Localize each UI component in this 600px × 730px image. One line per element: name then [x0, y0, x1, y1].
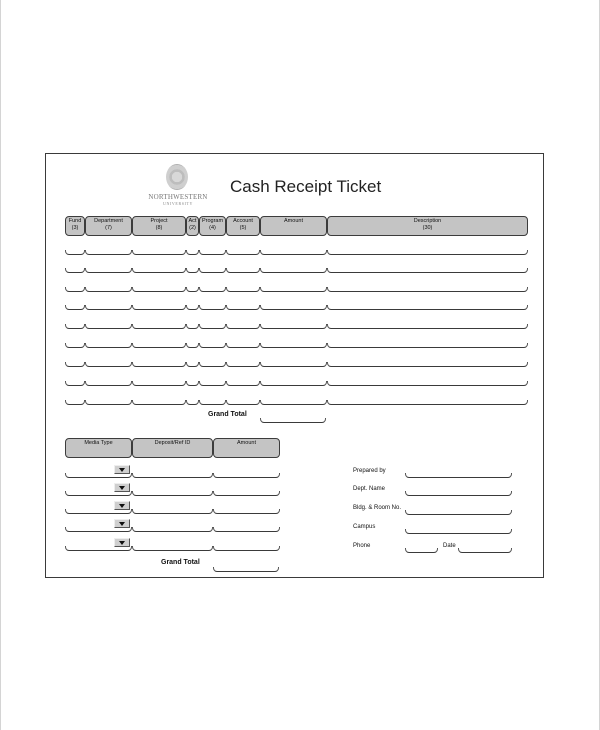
media-type-dropdown-arrow-icon[interactable]: [114, 519, 130, 528]
column-header-project: [132, 216, 186, 236]
row-9-amount-field[interactable]: [260, 400, 327, 405]
row-7-description-field[interactable]: [327, 362, 528, 367]
row-6-fund-field[interactable]: [65, 343, 85, 348]
column-header-description: [327, 216, 528, 236]
media-row-1-amount-field[interactable]: [213, 473, 280, 478]
media-column-header-media-type: [65, 438, 132, 458]
row-2-department-field[interactable]: [85, 268, 132, 273]
bldg-room-no-field[interactable]: [405, 510, 512, 515]
row-3-account-field[interactable]: [226, 287, 260, 292]
row-2-description-field[interactable]: [327, 268, 528, 273]
row-1-project-field[interactable]: [132, 250, 186, 255]
row-2-fund-field[interactable]: [65, 268, 85, 273]
row-2-project-field[interactable]: [132, 268, 186, 273]
row-3-amount-field[interactable]: [260, 287, 327, 292]
row-3-program-field[interactable]: [199, 287, 226, 292]
grand-total-label: Grand Total: [208, 411, 247, 418]
row-5-department-field[interactable]: [85, 324, 132, 329]
row-5-act-field[interactable]: [186, 324, 199, 329]
row-8-account-field[interactable]: [226, 381, 260, 386]
column-header-label: Description: [413, 218, 442, 224]
media-row-4-amount-field[interactable]: [213, 527, 280, 532]
row-7-act-field[interactable]: [186, 362, 199, 367]
column-header-size: (3): [71, 224, 79, 231]
media-row-5-deposit-ref-id-field[interactable]: [132, 546, 213, 551]
row-1-description-field[interactable]: [327, 250, 528, 255]
row-5-amount-field[interactable]: [260, 324, 327, 329]
row-6-department-field[interactable]: [85, 343, 132, 348]
row-9-department-field[interactable]: [85, 400, 132, 405]
column-header-label: Act: [188, 218, 197, 224]
column-header-department: [85, 216, 132, 236]
row-7-project-field[interactable]: [132, 362, 186, 367]
media-row-1-deposit-ref-id-field[interactable]: [132, 473, 213, 478]
column-header-label: Department: [94, 218, 123, 224]
row-8-program-field[interactable]: [199, 381, 226, 386]
row-1-account-field[interactable]: [226, 250, 260, 255]
column-header-size: (5): [239, 224, 247, 231]
logo-name: NORTHWESTERN: [148, 193, 208, 201]
media-row-3-deposit-ref-id-field[interactable]: [132, 509, 213, 514]
row-9-project-field[interactable]: [132, 400, 186, 405]
university-seal-icon: [166, 164, 188, 190]
row-2-act-field[interactable]: [186, 268, 199, 273]
media-grand-total-field[interactable]: [213, 567, 279, 572]
row-9-act-field[interactable]: [186, 400, 199, 405]
row-8-department-field[interactable]: [85, 381, 132, 386]
row-1-department-field[interactable]: [85, 250, 132, 255]
campus-label: Campus: [353, 524, 376, 530]
row-5-description-field[interactable]: [327, 324, 528, 329]
media-type-dropdown-arrow-icon[interactable]: [114, 501, 130, 510]
column-header-program: [199, 216, 226, 236]
row-5-program-field[interactable]: [199, 324, 226, 329]
column-header-size: (2): [189, 224, 196, 231]
row-3-act-field[interactable]: [186, 287, 199, 292]
media-row-4-deposit-ref-id-field[interactable]: [132, 527, 213, 532]
media-type-dropdown-arrow-icon[interactable]: [114, 465, 130, 474]
row-1-amount-field[interactable]: [260, 250, 327, 255]
row-3-fund-field[interactable]: [65, 287, 85, 292]
column-header-act: [186, 216, 199, 236]
row-9-account-field[interactable]: [226, 400, 260, 405]
row-2-account-field[interactable]: [226, 268, 260, 273]
row-4-account-field[interactable]: [226, 305, 260, 310]
column-header-label: Project: [150, 218, 168, 224]
media-grand-total-label: Grand Total: [161, 559, 200, 566]
page-edge-left: [0, 0, 1, 730]
media-column-header-deposit-ref-id: [132, 438, 213, 458]
row-4-amount-field[interactable]: [260, 305, 327, 310]
media-type-dropdown-arrow-icon[interactable]: [114, 483, 130, 492]
row-5-project-field[interactable]: [132, 324, 186, 329]
column-header-label: Media Type: [84, 440, 113, 446]
logo-subtitle: UNIVERSITY: [163, 201, 193, 206]
column-header-label: Deposit/Ref ID: [154, 440, 191, 446]
column-header-size: (30): [422, 224, 433, 231]
row-7-amount-field[interactable]: [260, 362, 327, 367]
row-7-fund-field[interactable]: [65, 362, 85, 367]
row-6-project-field[interactable]: [132, 343, 186, 348]
phone-label: Phone: [353, 543, 371, 549]
dept-name-field[interactable]: [405, 491, 512, 496]
row-4-project-field[interactable]: [132, 305, 186, 310]
row-8-description-field[interactable]: [327, 381, 528, 386]
column-header-size: (4): [209, 224, 216, 231]
row-3-description-field[interactable]: [327, 287, 528, 292]
column-header-label: Account: [233, 218, 253, 224]
row-8-act-field[interactable]: [186, 381, 199, 386]
column-header-label: Program: [201, 218, 224, 224]
column-header-label: Fund: [68, 218, 82, 224]
row-4-description-field[interactable]: [327, 305, 528, 310]
row-9-program-field[interactable]: [199, 400, 226, 405]
prepared-by-field[interactable]: [405, 473, 512, 478]
media-row-2-amount-field[interactable]: [213, 491, 280, 496]
row-8-project-field[interactable]: [132, 381, 186, 386]
row-6-description-field[interactable]: [327, 343, 528, 348]
row-6-act-field[interactable]: [186, 343, 199, 348]
row-8-amount-field[interactable]: [260, 381, 327, 386]
media-type-dropdown-arrow-icon[interactable]: [114, 538, 130, 547]
row-7-program-field[interactable]: [199, 362, 226, 367]
row-5-account-field[interactable]: [226, 324, 260, 329]
page-title: Cash Receipt Ticket: [230, 177, 382, 196]
row-4-department-field[interactable]: [85, 305, 132, 310]
row-6-amount-field[interactable]: [260, 343, 327, 348]
row-5-fund-field[interactable]: [65, 324, 85, 329]
date-field[interactable]: [458, 548, 512, 553]
dept-name-label: Dept. Name: [353, 486, 386, 492]
row-8-fund-field[interactable]: [65, 381, 85, 386]
row-7-account-field[interactable]: [226, 362, 260, 367]
grand-total-field[interactable]: [260, 418, 326, 423]
phone-field[interactable]: [405, 548, 438, 553]
row-1-act-field[interactable]: [186, 250, 199, 255]
column-header-size: (7): [105, 224, 112, 231]
row-3-department-field[interactable]: [85, 287, 132, 292]
row-4-program-field[interactable]: [199, 305, 226, 310]
row-2-program-field[interactable]: [199, 268, 226, 273]
row-1-fund-field[interactable]: [65, 250, 85, 255]
row-4-fund-field[interactable]: [65, 305, 85, 310]
row-2-amount-field[interactable]: [260, 268, 327, 273]
row-6-account-field[interactable]: [226, 343, 260, 348]
media-row-2-deposit-ref-id-field[interactable]: [132, 491, 213, 496]
column-header-amount: [260, 216, 327, 236]
column-header-size: (8): [155, 224, 163, 231]
column-header-fund: [65, 216, 85, 236]
row-3-project-field[interactable]: [132, 287, 186, 292]
media-column-header-amount: [213, 438, 280, 458]
row-9-description-field[interactable]: [327, 400, 528, 405]
prepared-by-label: Prepared by: [353, 468, 386, 474]
row-1-program-field[interactable]: [199, 250, 226, 255]
column-header-account: [226, 216, 260, 236]
date-label: Date: [443, 543, 456, 549]
column-header-label: Amount: [237, 440, 256, 446]
row-6-program-field[interactable]: [199, 343, 226, 348]
media-row-3-amount-field[interactable]: [213, 509, 280, 514]
row-7-department-field[interactable]: [85, 362, 132, 367]
media-row-5-amount-field[interactable]: [213, 546, 280, 551]
bldg-room-no-label: Bldg. & Room No.: [353, 505, 402, 511]
campus-field[interactable]: [405, 529, 512, 534]
column-header-label: Amount: [284, 218, 303, 224]
row-4-act-field[interactable]: [186, 305, 199, 310]
row-9-fund-field[interactable]: [65, 400, 85, 405]
